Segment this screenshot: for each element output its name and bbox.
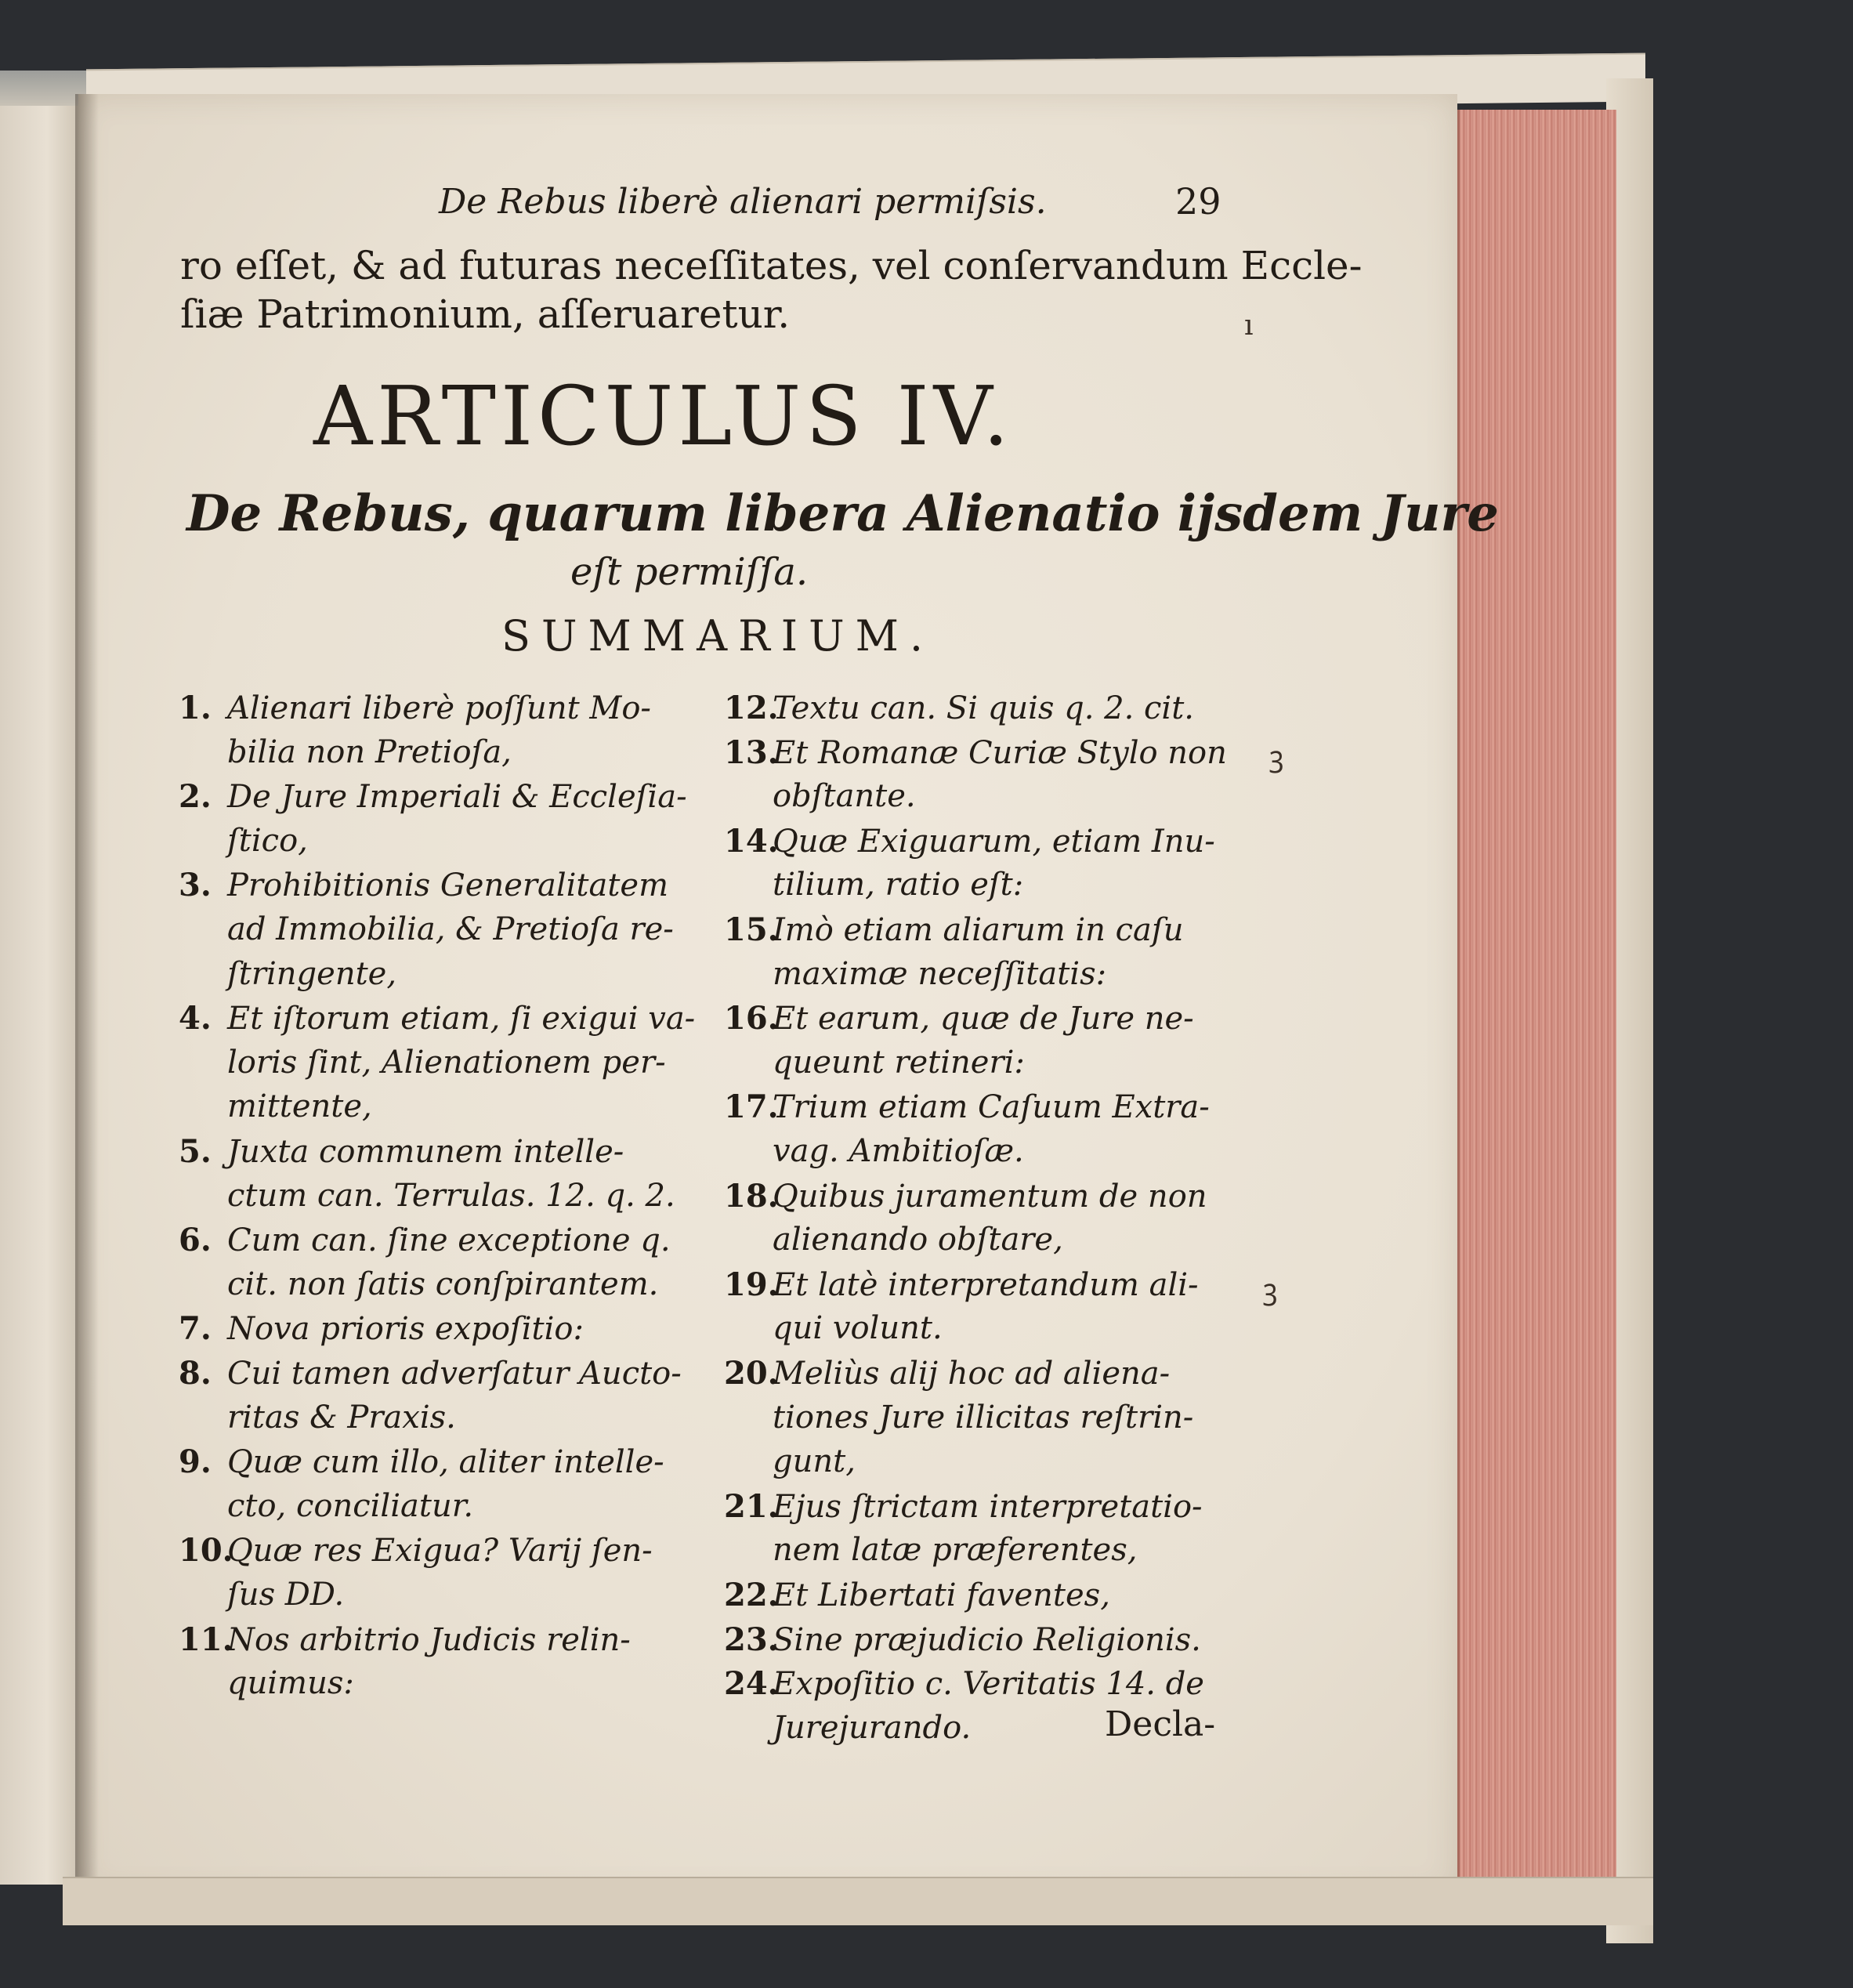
summary-item <box>179 1133 624 1170</box>
summary-item-text: Imò etiam aliarum in caſu <box>773 912 1184 948</box>
summary-item-number: 24. <box>724 1665 779 1703</box>
summary-item <box>179 823 308 859</box>
summary-item-number: 20. <box>724 1355 779 1392</box>
margin-mark: ꝫ <box>1269 741 1284 773</box>
summary-item-text: Cum can. ſine exceptione q. <box>227 1222 671 1259</box>
article-subtitle-line-1: De Rebus, quarum libera Alienatio ijsdem Jure <box>186 484 1499 543</box>
summary-item-text: Et earum, quæ de Jure ne- <box>773 1001 1194 1037</box>
catchword: Decla- <box>1105 1704 1216 1744</box>
summary-item-text: tiones Jure illicitas reſtrin- <box>773 1399 1194 1436</box>
summary-item-text: Alienari liberè poſſunt Mo- <box>227 690 651 726</box>
article-title: ARTICULUS IV. <box>313 368 1014 464</box>
summary-item-text: tilium, ratio eſt: <box>773 867 1024 903</box>
summary-item-text: Nos arbitrio Judicis relin- <box>227 1621 631 1658</box>
summary-item-text: gunt, <box>773 1443 856 1480</box>
summary-item-number: 13. <box>724 733 779 771</box>
summary-item <box>724 1621 1201 1658</box>
summary-item-text: ſtringente, <box>227 955 397 992</box>
summary-item-number: 18. <box>724 1177 779 1215</box>
summary-item-text: Ejus ſtrictam interpretatio- <box>773 1488 1203 1525</box>
summary-item <box>724 1577 1110 1613</box>
article-subtitle-line-2: eſt permiſſa. <box>570 550 809 594</box>
summary-item-text: Nova prioris expoſitio: <box>227 1311 584 1348</box>
summary-item <box>179 690 651 726</box>
summary-item <box>724 1222 1063 1258</box>
summary-item-text: maximæ neceſſitatis: <box>773 955 1107 992</box>
summary-item-text: loris ſint, Alienationem per- <box>227 1044 666 1081</box>
summary-item <box>179 911 674 947</box>
summary-item <box>724 778 916 814</box>
summary-item <box>179 1488 473 1524</box>
summary-item-text: ſus DD. <box>227 1577 345 1613</box>
margin-mark: ı <box>1244 310 1254 342</box>
summary-item-number: 15. <box>724 911 779 948</box>
summary-item-number: 2. <box>179 778 212 816</box>
summary-item-text: mittente, <box>227 1088 372 1125</box>
summary-item <box>179 1178 675 1214</box>
summary-item-number: 21. <box>724 1487 779 1525</box>
summary-heading: SUMMARIUM. <box>501 611 935 661</box>
summary-item-text: qui volunt. <box>773 1310 943 1347</box>
summary-item-number: 3. <box>179 867 212 904</box>
summary-item-number: 6. <box>179 1222 212 1259</box>
summary-item <box>724 1355 1170 1392</box>
summary-item-text: quimus: <box>227 1665 354 1702</box>
summary-item <box>179 1266 658 1302</box>
summary-item-text: queunt retineri: <box>773 1044 1025 1081</box>
spine-shadow <box>75 94 99 1888</box>
summary-item-text: De Jure Imperiali & Eccleſia- <box>227 779 687 816</box>
summary-item-text: ſtico, <box>227 822 308 859</box>
margin-mark: ꝫ <box>1263 1274 1278 1306</box>
summary-item-number: 14. <box>724 822 779 860</box>
summary-item-number: 23. <box>724 1620 779 1658</box>
summary-item-text: Prohibitionis Generalitatem <box>227 867 669 904</box>
summary-item-number: 5. <box>179 1133 212 1170</box>
summary-item <box>179 1088 372 1124</box>
summary-item <box>179 1621 631 1658</box>
summary-item <box>724 690 1194 726</box>
left-page <box>0 106 80 1885</box>
page-number: 29 <box>1175 180 1221 223</box>
summary-item-text: Expoſitio c. Veritatis 14. de <box>773 1666 1204 1703</box>
summary-item-text: Textu can. Si quis q. 2. cit. <box>773 690 1195 726</box>
summary-item-number: 9. <box>179 1443 212 1481</box>
summary-item <box>724 1133 1024 1169</box>
summary-item-number: 7. <box>179 1310 212 1348</box>
summary-item-number: 1. <box>179 690 212 726</box>
summary-item-number: 16. <box>724 1000 779 1037</box>
summary-item-text: Et iſtorum etiam, ſi exigui va- <box>227 1001 696 1037</box>
summary-item-number: 19. <box>724 1266 779 1303</box>
summary-item-text: ritas & Praxis. <box>227 1399 456 1436</box>
summary-item-text: Juxta communem intelle- <box>227 1134 624 1170</box>
summary-item <box>724 911 1183 948</box>
summary-item-text: Et Libertati faventes, <box>773 1577 1110 1613</box>
summary-item-text: Et Romanæ Curiæ Stylo non <box>773 734 1227 771</box>
summary-item <box>724 1665 1204 1702</box>
summary-item <box>179 1000 695 1037</box>
summary-item <box>724 1310 943 1346</box>
summary-item-text: Quæ cum illo, aliter intelle- <box>227 1444 664 1481</box>
summary-item-text: Sine præjudicio Religionis. <box>773 1621 1201 1658</box>
summary-item <box>724 823 1215 860</box>
summary-item <box>724 956 1106 992</box>
summary-item-text: Quibus juramentum de non <box>773 1178 1207 1215</box>
summary-item-text: alienando obſtare, <box>773 1222 1063 1258</box>
summary-item-number: 11. <box>179 1620 233 1658</box>
summary-item-text: Jurejurando. <box>773 1709 972 1746</box>
summary-item-text: obſtante. <box>773 778 916 815</box>
running-head: De Rebus liberè alienari permiſsis. <box>439 182 1047 222</box>
continuation-line-1: ro eſſet, & ad futuras neceſſitates, vel conſervandum Eccle- <box>180 243 1363 288</box>
page-edges-red <box>1457 110 1616 1912</box>
summary-item-number: 8. <box>179 1355 212 1392</box>
summary-item-number: 12. <box>724 690 779 726</box>
cover-bottom-edge <box>63 1877 1653 1925</box>
summary-item <box>724 1045 1025 1081</box>
summary-item-number: 17. <box>724 1088 779 1126</box>
summary-item <box>724 1088 1210 1125</box>
summary-item <box>179 1532 653 1569</box>
summary-item <box>179 1400 456 1436</box>
summary-item-number: 10. <box>179 1532 233 1570</box>
summary-item <box>724 1443 856 1479</box>
summary-item-text: Et latè interpretandum ali- <box>773 1266 1199 1303</box>
summary-item <box>724 867 1023 903</box>
summary-item <box>179 1443 664 1480</box>
summary-item <box>179 956 396 992</box>
summary-item <box>179 1045 666 1081</box>
summary-item <box>179 1577 344 1613</box>
summary-item <box>179 1222 671 1258</box>
summary-item <box>724 1178 1207 1215</box>
summary-item-number: 4. <box>179 1000 212 1037</box>
summary-item <box>179 1355 682 1392</box>
continuation-line-2: ſiæ Patrimonium, aſſeruaretur. <box>180 292 791 337</box>
summary-item <box>179 734 512 770</box>
summary-item-text: cit. non ſatis conſpirantem. <box>227 1266 659 1302</box>
summary-item-number: 22. <box>724 1577 779 1613</box>
summary-item <box>724 1710 971 1746</box>
summary-item <box>724 1000 1194 1037</box>
summary-item-text: ctum can. Terrulas. 12. q. 2. <box>227 1177 675 1214</box>
summary-item <box>724 1266 1199 1303</box>
summary-item-text: cto, conciliatur. <box>227 1487 474 1524</box>
summary-item <box>179 1310 584 1347</box>
summary-item <box>179 778 687 815</box>
summary-item-text: Trium etiam Caſuum Extra- <box>773 1089 1210 1126</box>
summary-item-text: Cui tamen adverſatur Aucto- <box>227 1356 682 1392</box>
summary-item <box>179 1665 354 1701</box>
summary-item-text: bilia non Pretioſa, <box>227 733 512 770</box>
summary-item <box>724 734 1227 771</box>
summary-item-text: nem latæ præferentes, <box>773 1532 1138 1569</box>
summary-item <box>724 1488 1203 1525</box>
summary-item-text: Quæ Exiguarum, etiam Inu- <box>773 823 1215 860</box>
summary-item <box>724 1532 1137 1568</box>
summary-item-text: ad Immobilia, & Pretioſa re- <box>227 911 674 947</box>
summary-item-text: vag. Ambitioſæ. <box>773 1133 1024 1169</box>
summary-item <box>179 867 668 903</box>
summary-item <box>724 1400 1193 1436</box>
summary-item-text: Meliùs alij hoc ad aliena- <box>773 1356 1171 1392</box>
summary-item-text: Quæ res Exigua? Varij ſen- <box>227 1533 653 1570</box>
